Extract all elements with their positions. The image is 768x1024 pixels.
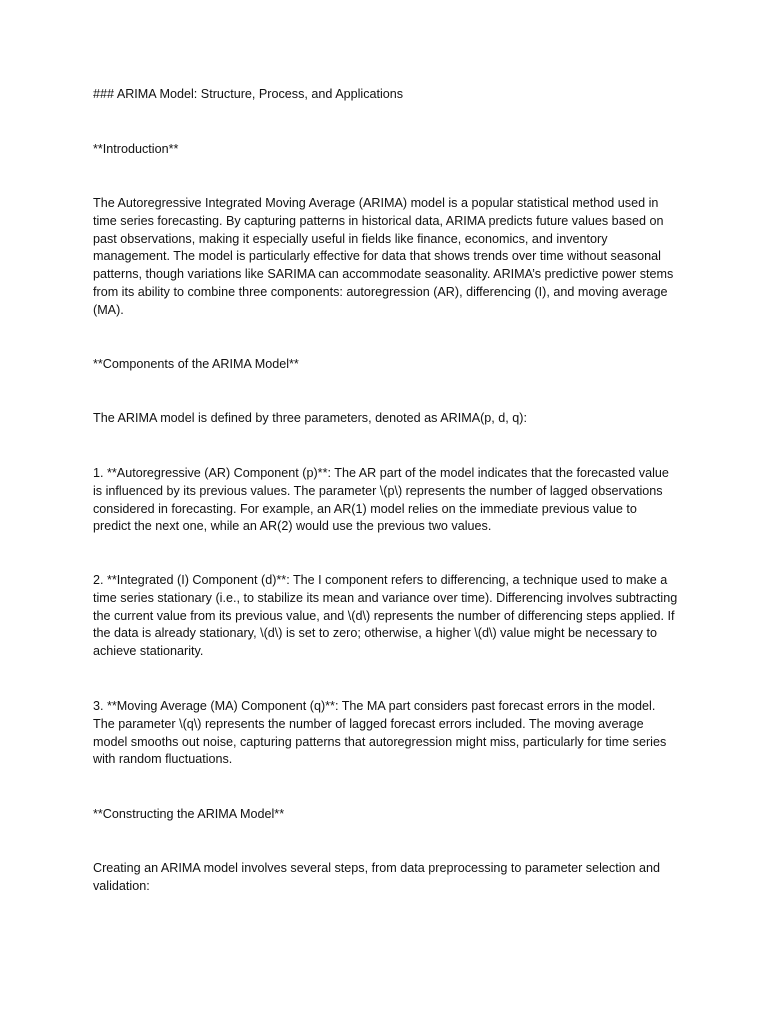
constructing-paragraph: Creating an ARIMA model involves several steps, from data preprocessing to parameter selection and validation: (93, 861, 661, 893)
introduction-heading: **Introduction** (93, 142, 179, 156)
components-intro-paragraph: The ARIMA model is defined by three parameters, denoted as ARIMA(p, d, q): (93, 411, 528, 425)
ar-component-paragraph: 1. **Autoregressive (AR) Component (p)**: The AR part of the model indicates that the forecasted value is influenced by its previous values. The parameter \(p\) represents the number of lagged observations considered in forecasting. For example, an AR(1) model relies on the immediate previous value to predict the next one, while an AR(2) would use the previous two values. (93, 466, 669, 534)
ma-component-paragraph: 3. **Moving Average (MA) Component (q)**: The MA part considers past forecast errors in the model. The parameter \(q\) represents the number of lagged forecast errors included. The moving average model smooths out noise, capturing patterns that autoregression might miss, particularly for time series with random fluctuations. (93, 699, 667, 767)
introduction-paragraph: The Autoregressive Integrated Moving Average (ARIMA) model is a popular statistical method used in time series forecasting. By capturing patterns in historical data, ARIMA predicts future values based on past observations, making it especially useful in fields like finance, economics, and inventory management. The model is particularly effective for data that shows trends over time without seasonal patterns, though variations like SARIMA can accommodate seasonality. ARIMA’s predictive power stems from its ability to combine three components: autoregression (AR), differencing (I), and moving average (MA). (93, 196, 674, 317)
i-component-paragraph: 2. **Integrated (I) Component (d)**: The I component refers to differencing, a technique used to make a time series stationary (i.e., to stabilize its mean and variance over time). Differencing involves subtracting the current value from its previous value, and \(d\) represents the number of differencing steps applied. If the data is already stationary, \(d\) is set to zero; otherwise, a higher \(d\) value might be necessary to achieve stationarity. (93, 573, 678, 659)
constructing-heading: **Constructing the ARIMA Model** (93, 807, 285, 821)
components-heading: **Components of the ARIMA Model** (93, 357, 299, 371)
document-heading: ### ARIMA Model: Structure, Process, and Applications (93, 87, 404, 101)
